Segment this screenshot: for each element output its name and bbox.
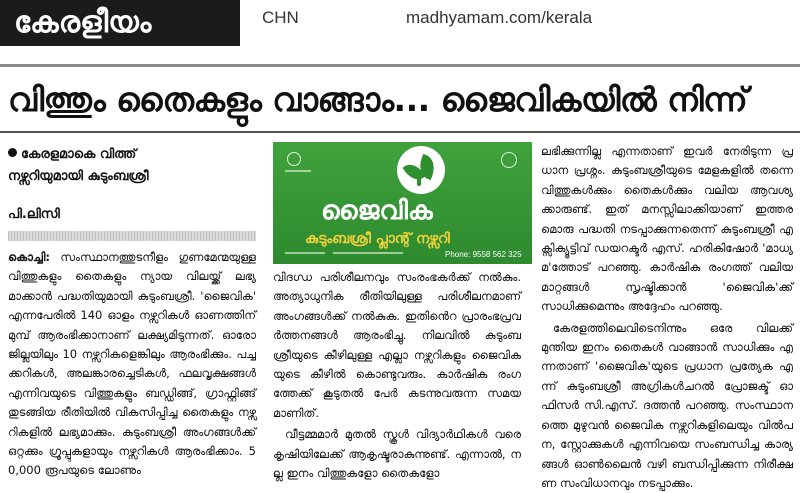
byline: പി.ലിസി — [8, 207, 60, 222]
seal-icon-right — [501, 152, 517, 168]
byline-shade-bar — [8, 231, 256, 241]
headline-rule — [0, 131, 800, 133]
section-banner — [0, 0, 240, 46]
ad-subtitle: കുടുംബശ്രീ പ്ലാന്റ് നഴ്സറി — [305, 231, 450, 247]
leaf-logo-icon — [397, 146, 445, 194]
section-title: കേരളീയം — [14, 5, 152, 40]
jaivika-advertisement — [273, 142, 532, 264]
bullet-icon — [8, 148, 17, 157]
text-column-2 — [273, 268, 521, 481]
masthead-divider — [0, 64, 800, 67]
seal-icon-left — [287, 152, 301, 166]
dateline: കൊച്ചി: — [8, 250, 50, 264]
column-2-paragraph-2: വീട്ടമ്മമാർ മുതൽ സ്കൂൾ വിദ്യാർഥികൾ വരെ കൃഷിയിലേക്ക് ആകൃഷ്ടരാകുന്നുണ്ട്. എന്നാൽ, നല്ല ഇനം വിത്തുകളോ തൈകളോ — [273, 427, 521, 481]
column-3-paragraph-1: ലഭിക്കുന്നില്ല എന്നതാണ് ഇവർ നേരിടുന്ന പ്രധാന പ്രശ്നം. കുടുംബശ്രീയുടെ മേളകളിൽ തന്നെ വിത്തുകൾക്കും തൈകൾക്കും വലിയ ആവശ്യക്കാരുണ്ട്. ഇത് മനസ്സിലാക്കിയാണ് ഇത്തരമൊരു പദ്ധതി നടപ്പാക്കുന്നതെന്ന് കുടുംബശ്രീ എക്സിക്യൂട്ടിവ് ഡയറക്ടർ എസ്. ഹരികിഷോർ 'മാധ്യമ'ത്തോട് പറഞ്ഞു. കാർഷിക രംഗത്ത് വലിയ മാറ്റങ്ങൾ സൃഷ്ടിക്കാൻ 'ജൈവിക'ക്ക് സാധിക്കുമെന്നും അദ്ദേഹം പറഞ്ഞു. — [541, 144, 793, 314]
article-headline: വിത്തും തൈകളും വാങ്ങാം... ജൈവികയിൽ നിന്ന് — [8, 80, 748, 119]
text-column-1 — [8, 248, 256, 478]
masthead-bar — [0, 0, 800, 46]
column-2-paragraph-1: വിദഗ്ധ പരിശീലനവും സംരംഭകർക്ക് നൽകും. അത്യാധുനിക രീതിയിലുള്ള പരിശീലനമാണ് അംഗങ്ങൾക്ക് നൽകുക. ഇതിൻെറ പ്രാരംഭപ്രവർത്തനങ്ങൾ ആരംഭിച്ചു. നിലവിൽ കുടുംബശ്രീയുടെ കീഴിലുള്ള എല്ലാ നഴ്സറികളും ജൈവികയുടെ കീഴിൽ കൊണ്ടുവരും. കാർഷിക രംഗത്തേക്ക് കൂടുതൽ പേർ കടന്നുവരുന്ന സമയമാണിത്. — [273, 270, 521, 420]
column-1-paragraph: സംസ്ഥാനത്തുടനീളം ഗുണമേന്മയുള്ള വിത്തുകളും തൈകളും ന്യായ വിലയ്ക്ക് ലഭ്യമാക്കാൻ പദ്ധതിയുമായി കുടുംബശ്രീ. 'ജൈവിക' എന്നപേരിൽ 140 ഓളം നഴ്സറികൾ ഓണത്തിന് മുമ്പ് ആരംഭിക്കാനാണ് ലക്ഷ്യമിടുന്നത്. ഓരോ ജില്ലയിലും 10 നഴ്സറികളെങ്കിലും ആരംഭിക്കും. പച്ചക്കറികൾ, അലങ്കാരച്ചെടികൾ, ഫലവൃക്ഷങ്ങൾ എന്നിവയുടെ വിത്തുകളും ബഡ്ഡിങ്ങ്, ഗ്രാഫ്റ്റിങ്ങ് തുടങ്ങിയ രീതിയിൽ വികസിപ്പിച്ച തൈകളും നഴ്സറികളിൽ ലഭ്യമാക്കും. കുടുംബശ്രീ അംഗങ്ങൾക്ക് ഒറ്റക്കും ഗ്രൂപ്പുകളായും നഴ്സറികൾ ആരംഭിക്കാം. 50,000 രൂപയുടെ ലോണും — [8, 250, 256, 478]
site-url: madhyamam.com/kerala — [406, 8, 593, 27]
ad-brand-name: ജൈവിക — [321, 196, 433, 226]
text-column-3 — [541, 142, 793, 490]
article-kicker — [8, 144, 253, 188]
kicker-line-2: നഴ്സറിയുമായി കുടുംബശ്രീ — [8, 169, 149, 184]
column-3-paragraph-2: കേരളത്തിലെവിടെനിന്നും ഒരേ വിലക്ക് മുന്തിയ ഇനം തൈകൾ വാങ്ങാൻ സാധിക്കും എന്നതാണ് 'ജൈവിക'യുടെ പ്രധാന പ്രത്യേക എന്ന് കുടുംബശ്രീ അഗ്രികൾചറൽ പ്രോജക്ട് ഓഫിസർ സി.എസ്. ദത്തൻ പറഞ്ഞു. സംസ്ഥാനത്തെ മുഴുവൻ ജൈവിക നഴ്സറികളിലെയും വിൽപന, സ്റ്റോക്കുകൾ എന്നിവയെ സംബന്ധിച്ച കാര്യങ്ങൾ ഓൺലൈൻ വഴി ബന്ധിപ്പിക്കുന്ന നിരീക്ഷണ സംവിധാനവും നടപ്പാക്കും. — [541, 320, 793, 490]
ad-phone: Phone: 9558 562 325 — [445, 250, 522, 259]
kicker-line-1: കേരളമാകെ വിത്ത് — [21, 147, 137, 162]
edition-code: CHN — [262, 8, 299, 27]
